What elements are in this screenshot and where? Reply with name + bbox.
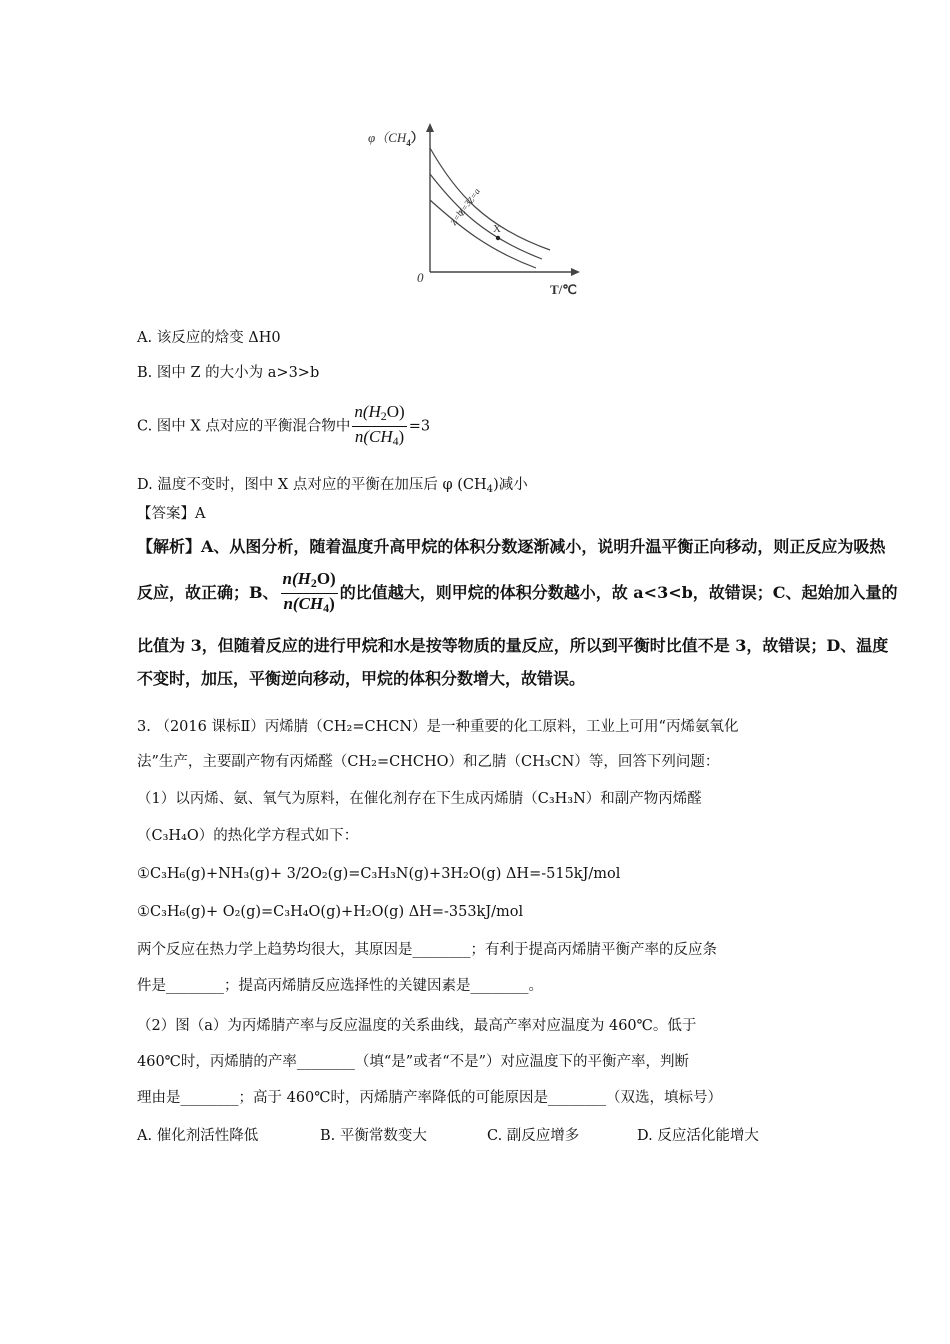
curve-label-z-a: Z=a <box>465 186 482 206</box>
point-x <box>496 236 500 240</box>
analysis-line-3: 比值为 3，但随着反应的进行甲烷和水是按等物质的量反应，所以到平衡时比值不是 3，故错误；D、温度 <box>137 636 889 655</box>
q3-equation-1: ①C₃H₆(g)+NH₃(g)+ 3/2O₂(g)=C₃H₃N(g)+3H₂O(g) ΔH=-515kJ/mol <box>137 866 621 882</box>
analysis-line-4: 不变时，加压，平衡逆向移动，甲烷的体积分数增大，故错误。 <box>137 669 586 688</box>
q3-choice-d: D. 反应活化能增大 <box>637 1128 759 1144</box>
q3-choice-b: B. 平衡常数变大 <box>320 1128 427 1144</box>
option-c: C. 图中 X 点对应的平衡混合物中 $\frac{n(H_2O)}{n(CH_4)}$ =3 <box>137 402 430 451</box>
q3-choice-c: C. 副反应增多 <box>487 1128 580 1144</box>
q3-line-5: 两个反应在热力学上趋势均很大，其原因是________；有利于提高丙烯腈平衡产率的反应条 <box>137 942 717 958</box>
phi-ch4-vs-temperature-figure <box>360 122 590 302</box>
y-axis-label: $\varphi(CH_4)$ <box>368 130 424 148</box>
curve-z-a <box>430 148 550 250</box>
q3-line-9: 理由是________；高于 460℃时，丙烯腈产率降低的可能原因是________（双选，填标号） <box>137 1090 723 1106</box>
option-a: A. 该反应的焓变 ΔH0 <box>137 330 281 346</box>
analysis-ratio-fraction: $\frac{n(H_2O)}{n(CH_4)}$ <box>282 569 336 615</box>
curve-label-z-3: Z=3 <box>456 198 473 218</box>
curve-z-b <box>430 200 536 268</box>
q3-line-8: 460℃时，丙烯腈的产率________（填“是”或者“不是”）对应温度下的平衡产率，判断 <box>137 1054 690 1070</box>
q3-line-4: （C₃H₄O）的热化学方程式如下： <box>137 828 359 844</box>
point-x-label: X <box>493 223 501 235</box>
curve-label-z-b: Z=b <box>448 208 465 228</box>
q3-equation-2: ①C₃H₆(g)+ O₂(g)=C₃H₄O(g)+H₂O(g) ΔH=-353kJ/mol <box>137 904 524 920</box>
y-axis-arrow <box>426 123 434 132</box>
analysis-line-1: 【解析】A、从图分析，随着温度升高甲烷的体积分数逐渐减小，说明升温平衡正向移动，则正反应为吸热 <box>137 537 886 556</box>
q3-line-6: 件是________；提高丙烯腈反应选择性的关键因素是________。 <box>137 978 543 994</box>
q3-choice-a: A. 催化剂活性降低 <box>137 1128 259 1144</box>
ratio-fraction: $\frac{n(H_2O)}{n(CH_4)}$ <box>354 402 405 448</box>
q3-line-1: 3. （2016 课标Ⅱ）丙烯腈（CH₂=CHCN）是一种重要的化工原料，工业上可用“丙烯氨氧化 <box>137 719 739 735</box>
q3-line-3: （1）以丙烯、氨、氧气为原料，在催化剂存在下生成丙烯腈（C₃H₃N）和副产物丙烯醛 <box>137 791 702 807</box>
answer: 【答案】A <box>137 506 206 522</box>
origin-label: 0 <box>417 270 424 285</box>
q3-line-2: 法”生产，主要副产物有丙烯醛（CH₂=CHCHO）和乙腈（CH₃CN）等，回答下列问题： <box>137 754 720 770</box>
q3-line-7: （2）图（a）为丙烯腈产率与反应温度的关系曲线，最高产率对应温度为 460℃。低于 <box>137 1018 697 1034</box>
analysis-line-2: 反应，故正确；B、 $\frac{n(H_2O)}{n(CH_4)}$ 的比值越大，则甲烷的体积分数越小，故 a<3<b，故错误；C、起始加入量的 <box>137 569 898 618</box>
option-b: B. 图中 Z 的大小为 a>3>b <box>137 365 320 381</box>
analysis-label: 【解析】 <box>137 537 202 556</box>
x-axis-label: T/℃ <box>550 282 577 297</box>
x-axis-arrow <box>571 268 580 276</box>
option-d: D. 温度不变时，图中 X 点对应的平衡在加压后 φ $(CH_4)$减小 <box>137 477 528 495</box>
